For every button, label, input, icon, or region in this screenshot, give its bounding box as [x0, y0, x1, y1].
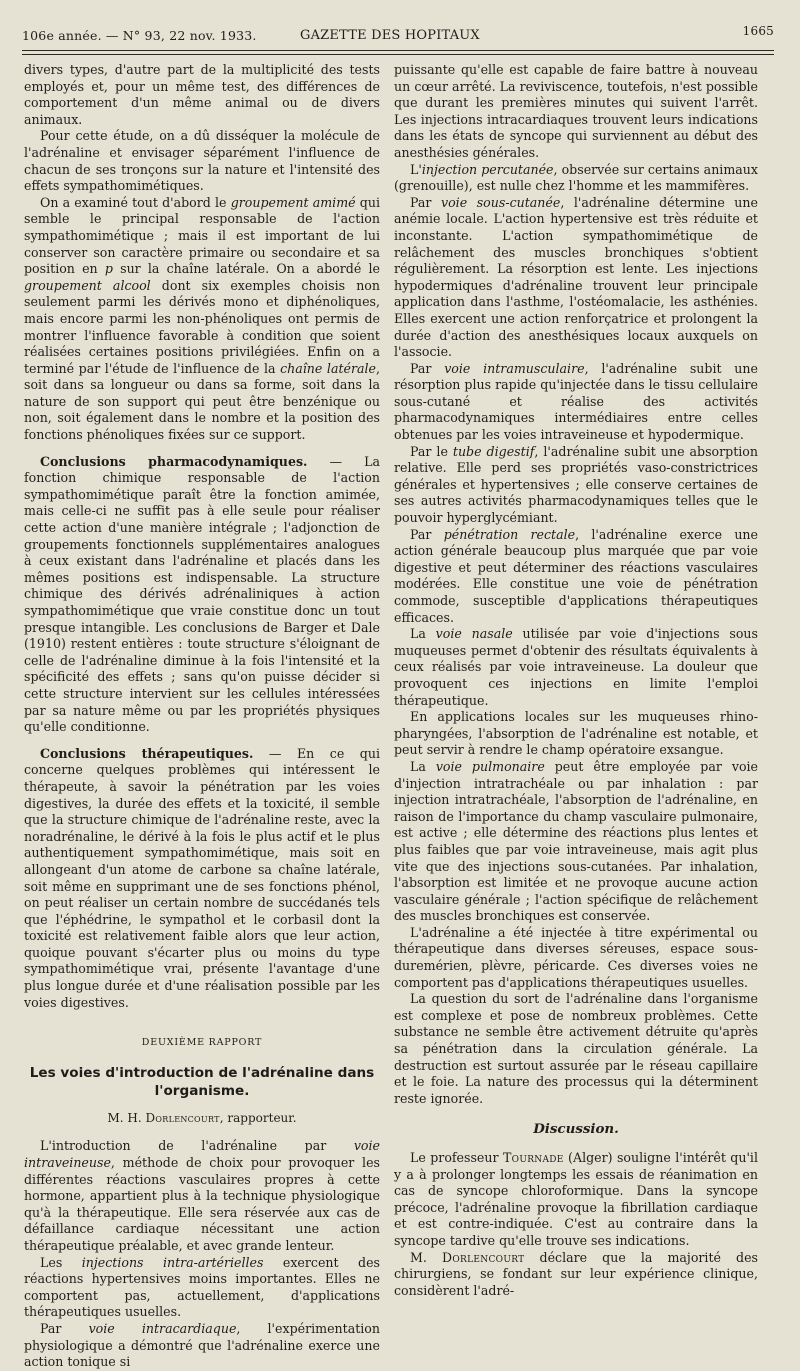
italic-term: chaîne latérale	[280, 360, 376, 376]
text-run: La	[410, 758, 436, 774]
text-run: , soit dans sa longueur ou dans sa forme, soit dans la nature de son support qui peut être benzénique ou non, soit également dans le nombre et la position des fonctions phénoliques fixées sur ce support.	[24, 360, 380, 443]
italic-term: voie nasale	[435, 626, 513, 642]
italic-term: groupement alcool	[24, 277, 151, 293]
paragraph	[24, 1138, 380, 1254]
paragraph	[394, 444, 758, 527]
paragraph: puissante qu'elle est capable de faire battre à nouveau un cœur arrêté. La reviviscence, toutefois, n'est possible que durant les premières minutes qui suivent l'arrêt. Les injections intracardiaques trouvent leurs indications dans les états de syncope qui surviennent au début des anesthésies générales.	[394, 62, 758, 160]
text-run: La	[410, 626, 436, 642]
paragraph: En applications locales sur les muqueuses rhino-pharyngées, l'absorption de l'adrénaline est notable, et peut servir à rendre le champ opératoire exsangue.	[394, 709, 758, 758]
text-run: — En ce qui concerne quelques problèmes qui intéressent le thérapeute, à savoir la pénétration par les voies digestives, la durée des effets et la toxicité, il semble que la structure chimique de l'adrénaline reste, avec la noradrénaline, le dérivé à la fois le plus actif et le plus authentiquement sympathomimétique, mais soit en allongeant d'un atome de carbone sa chaîne latérale, soit même en supprimant une de ses fonctions phénol, on peut réaliser un certain nombre de succédanés tels que l'éphédrine, le sympathol et le corbasil dont la toxicité est relativement faible alors que leur action, quoique pouvant s'écarter plus ou moins du type sympathomimétique vrai, présente l'avantage d'une plus longue durée et d'une réalisation possible par les voies digestives.	[24, 745, 380, 1010]
text-run: , l'expérimentation physiologique a démontré que l'adrénaline exerce une action tonique si	[24, 1320, 380, 1370]
text-run: , l'adrénaline subit une résorption plus rapide qu'injectée dans le tissu cellulaire sous-cutané et réalise des activités pharmacodynamiques intermédiaires entre celles obtenues par les voies intraveineuse et hypodermique.	[394, 360, 758, 443]
paragraph	[394, 1250, 758, 1300]
text-run: sur la chaîne latérale. On a abordé le	[112, 261, 380, 277]
italic-term: pénétration rectale	[443, 526, 576, 542]
text-run: , observée sur certains animaux (grenouille), est nulle chez l'homme et les mammifères.	[394, 161, 758, 194]
italic-term: p	[104, 261, 113, 277]
paragraph	[24, 195, 380, 444]
text-run: exercent des réactions hypertensives moins importantes. Elles ne comportent pas, actuellement, d'applications thérapeutiques usuelles.	[24, 1254, 380, 1320]
header-rule-bottom	[22, 54, 774, 55]
paragraph	[394, 162, 758, 195]
text-run: Par	[40, 1320, 89, 1336]
text-run: , l'adrénaline subit une absorption relative. Elle perd ses propriétés vaso-constrictrices générales et hypertensives ; elle conserve certaines de ses autres activités pharmacodynamiques telles que le pouvoir hyperglycémiant.	[394, 443, 758, 526]
author-line	[24, 1110, 380, 1127]
author-suffix: , rapporteur.	[219, 1110, 297, 1125]
text-run: On a examiné tout d'abord le	[40, 194, 231, 210]
paragraph	[394, 195, 758, 361]
text-run: Par le	[410, 443, 453, 459]
page-number: 1665	[742, 24, 774, 38]
report-label: DEUXIÈME RAPPORT	[141, 1037, 263, 1049]
text-run: M.	[410, 1249, 442, 1265]
paragraph: L'adrénaline a été injectée à titre expérimental ou thérapeutique dans diverses séreuses, espace sous-duremérien, plèvre, péricarde. Ces diverses voies ne comportent pas d'applications thérapeutiques usuelles.	[394, 924, 758, 990]
text-run: peut être employée par voie d'injection intratrachéale ou par inhalation : par injection intratrachéale, l'absorption de l'adrénaline, en raison de l'importance du champ vasculaire pulmonaire, est active ; elle détermine des réactions plus lentes et plus faibles que par voie intraveineuse, mais agit plus vite que des injections sous-cutanées. Par inhalation, l'absorption est limitée et ne provoque aucune action vasculaire générale ; l'action spécifique de relâchement des muscles bronchiques est conservée.	[394, 758, 759, 924]
italic-term: injections intra-artérielles	[81, 1254, 264, 1270]
text-run: Par	[410, 194, 441, 210]
journal-title: GAZETTE DES HOPITAUX	[300, 28, 480, 43]
paragraph: Pour cette étude, on a dû disséquer la molécule de l'adrénaline et envisager séparément l'influence de chacun de ses tronçons sur la nature et l'intensité des effets sympathomimétiques.	[24, 128, 380, 194]
italic-term: voie intraveineuse	[24, 1138, 380, 1171]
author-name: Dorlencourt	[145, 1110, 220, 1125]
run-in-heading: Conclusions thérapeutiques.	[40, 745, 254, 761]
text-run: Par	[410, 360, 445, 376]
paragraph	[24, 1321, 380, 1371]
right-column	[394, 62, 758, 1299]
page-header	[22, 24, 774, 46]
text-run: L'introduction de l'adrénaline par	[40, 1138, 354, 1154]
text-run: Par	[410, 526, 444, 542]
left-column	[24, 62, 380, 1371]
italic-term: tube digestif	[452, 443, 535, 459]
header-rule-top	[22, 50, 774, 51]
issue-info: 106e année. — N° 93, 22 nov. 1933.	[22, 28, 257, 43]
paragraph	[394, 527, 758, 627]
text-run: qui semble le principal responsable de l'action sympathomimétique ; mais il est important de lui conserver son caractère primaire ou secondaire et sa position en	[24, 194, 380, 277]
discussion-heading: Discussion.	[533, 1121, 619, 1138]
person-name: Tournade	[502, 1150, 564, 1165]
run-in-heading: Conclusions pharmacodynamiques.	[40, 453, 308, 469]
text-run: (Alger) souligne l'intérêt qu'il y a à prolonger longtemps les essais de réanimation en cas de syncope chloroformique. Dans la syncope précoce, l'adrénaline provoque la fibrillation cardiaque et est contre-indiquée. C'est au contraire dans la syncope tardive qu'elle trouve ses indications.	[394, 1150, 758, 1248]
paragraph: La question du sort de l'adrénaline dans l'organisme est complexe et pose de nombreux problèmes. Cette substance ne semble être activement détruite qu'après sa pénétration dans la circulation générale. La destruction est surtout assurée par le réseau capillaire et le foie. La nature des processus qui la déterminent reste ignorée.	[394, 991, 758, 1106]
section-title: Les voies d'introduction de l'adrénaline dans l'organisme.	[29, 1064, 375, 1099]
text-run: Les	[40, 1254, 82, 1270]
author-prefix: M. H.	[107, 1110, 146, 1125]
text-run: utilisée par voie d'injections sous muqueuses permet d'obtenir des résultats équivalents à ceux réalisés par voie intraveineuse. La douleur que provoquent ces injections en limite l'emploi thérapeutique.	[394, 626, 758, 708]
paragraph	[394, 626, 758, 709]
text-run: L'	[410, 161, 422, 177]
text-run: Le professeur	[410, 1150, 503, 1165]
text-run: , l'adrénaline détermine une anémie locale. L'action hypertensive est très réduite et inconstante. L'action sympathomimétique de relâchement des muscles bronchiques s'obtient régulièrement. La résorption est lente. Les injections hypodermiques d'adrénaline trouvent leur principale application dans l'asthme, l'ostéomalacie, les asthénies. Elles exercent une action renforçatrice et prolongent la durée d'action des anesthésiques locaux auxquels on l'associe.	[394, 194, 758, 360]
paragraph	[394, 759, 758, 925]
paragraph	[24, 1255, 380, 1321]
paragraph	[394, 1150, 758, 1250]
italic-term: voie intracardiaque	[88, 1320, 237, 1336]
text-run: dont six exemples choisis non seulement parmi les dérivés mono et diphénoliques, mais encore parmi les non-phénoliques ont permis de montrer l'influence favorable à condition que soient réalisées certaines positions privilégiées. Enfin on a terminé par l'étude de l'influence de la	[24, 277, 380, 376]
person-name: Dorlencourt	[441, 1249, 525, 1265]
text-run: — La fonction chimique responsable de l'action sympathomimétique paraît être la fonction amimée, mais celle-ci ne suffit pas à elle seule pour réaliser cette action d'une manière intégrale ; l'adjonction de groupements fonctionnels supplémentaires analogues à ceux existant dans l'adrénaline et placés dans les mêmes positions est indispensable. La structure chimique des dérivés adrénaliniques à action sympathomimétique que vraie constitue donc un tout presque intangible. Les conclusions de Barger et Dale (1910) restent entières : toute structure s'éloignant de celle de l'adrénaline diminue à la fois l'intensité et la spécificité des effets ; sans qu'on puisse décider si cette structure intervient sur les cellules intéressées par sa nature même ou par les propriétés physiques qu'elle conditionne.	[24, 453, 380, 735]
italic-term: injection percutanée	[421, 161, 554, 177]
text-run: , l'adrénaline exerce une action générale beaucoup plus marquée que par voie digestive et peut déterminer des réactions vasculaires modérées. Elle constitue une voie de pénétration commode, susceptible d'applications thérapeutiques efficaces.	[394, 526, 758, 625]
text-run: déclare que la majorité des chirurgiens, se fondant sur leur expérience clinique, considèrent l'adré-	[394, 1249, 759, 1298]
italic-term: voie pulmonaire	[435, 758, 545, 774]
italic-term: groupement amimé	[230, 194, 356, 210]
italic-term: voie sous-cutanée	[440, 194, 561, 210]
paragraph	[24, 454, 380, 736]
paragraph: divers types, d'autre part de la multiplicité des tests employés et, pour un même test, des différences de comportement d'un même animal ou de divers animaux.	[24, 62, 380, 127]
paragraph	[24, 746, 380, 1012]
paragraph	[394, 361, 758, 444]
italic-term: voie intramusculaire	[444, 360, 585, 376]
text-run: , méthode de choix pour provoquer les différentes réactions vasculaires propres à cette hormone, appartient plus à la technique physiologique qu'à la thérapeutique. Elle sera réservée aux cas de défaillance cardiaque nécessitant une action thérapeutique préalable, et avec grande lenteur.	[24, 1155, 380, 1253]
